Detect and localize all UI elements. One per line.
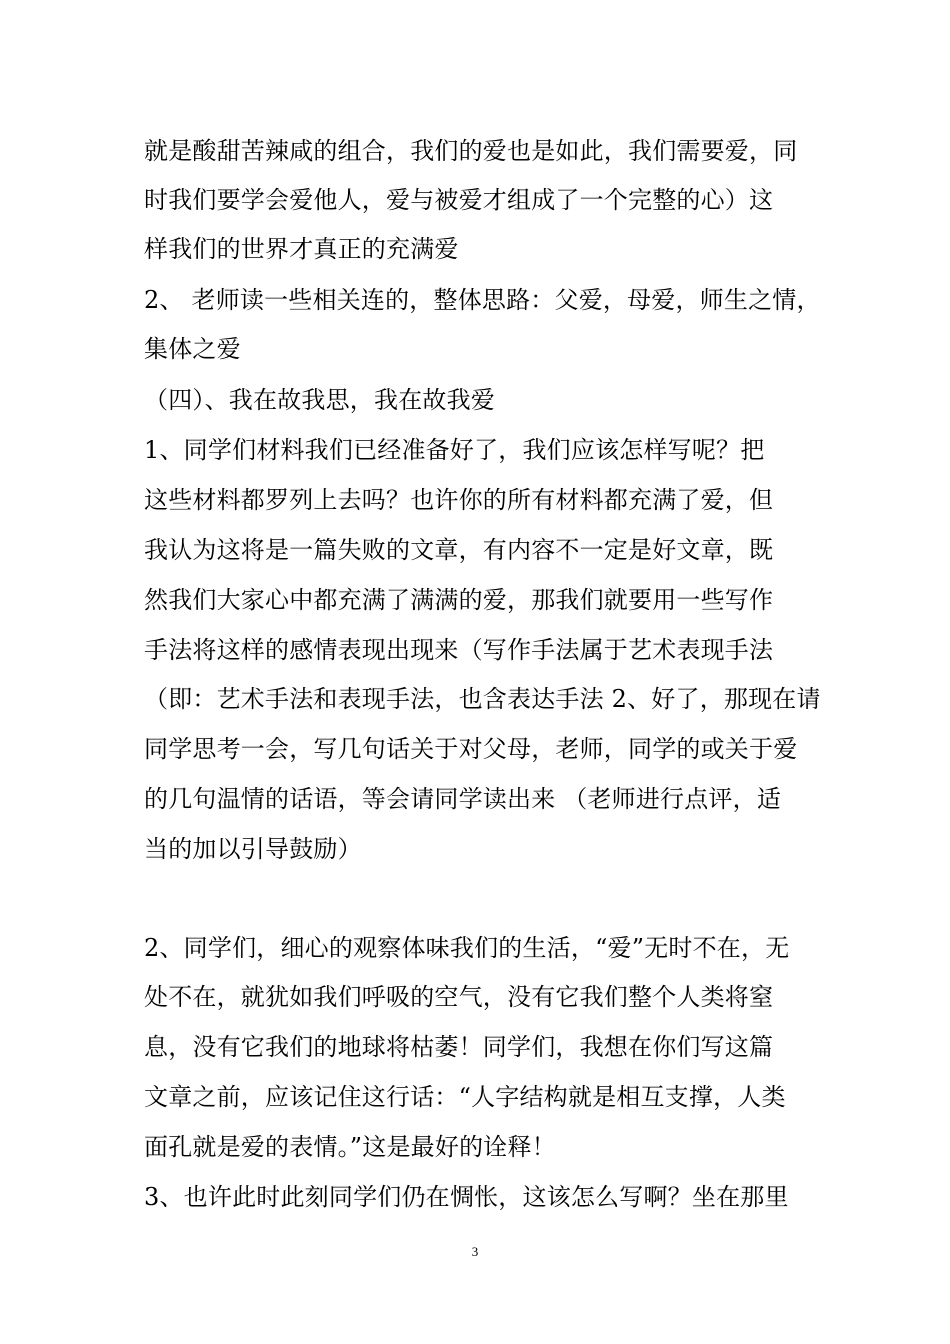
text-line: 就是酸甜苦辣咸的组合，我们的爱也是如此，我们需要爱，同 [144, 137, 798, 165]
text-line: 样我们的世界才真正的充满爱 [144, 235, 459, 263]
text-line: 时我们要学会爱他人，爱与被爱才组成了一个完整的心）这 [144, 186, 774, 214]
text-line: 文章之前，应该记住这行话：“人字结构就是相互支撑，人类 [144, 1083, 786, 1111]
text-line: 息，没有它我们的地球将枯萎！同学们，我想在你们写这篇 [144, 1033, 774, 1061]
text-line: 我认为这将是一篇失败的文章，有内容不一定是好文章，既 [144, 536, 774, 564]
text-line: 1、同学们材料我们已经准备好了，我们应该怎样写呢？把 [144, 436, 765, 464]
text-line: 同学思考一会，写几句话关于对父母，老师，同学的或关于爱 [144, 735, 798, 763]
text-line: 面孔就是爱的表情。”这是最好的诠释！ [144, 1133, 556, 1161]
text-line: 3、也许此时此刻同学们仍在惆怅，这该怎么写啊？坐在那里 [144, 1183, 789, 1211]
text-line: 2、 老师读一些相关连的，整体思路：父爱，母爱，师生之情， [144, 286, 821, 314]
page-number: 3 [471, 1244, 479, 1259]
section-heading: （四）、我在故我思，我在故我爱 [144, 386, 495, 414]
text-line: 当的加以引导鼓励） [144, 835, 362, 863]
text-line: 集体之爱 [144, 335, 241, 363]
text-line: 2、同学们，细心的观察体味我们的生活，“爱”无时不在，无 [144, 934, 790, 962]
text-line: 处不在，就犹如我们呼吸的空气，没有它我们整个人类将窒 [144, 983, 774, 1011]
text-line: 手法将这样的感情表现出现来（写作手法属于艺术表现手法 [144, 636, 774, 664]
text-line: 这些材料都罗列上去吗？也许你的所有材料都充满了爱，但 [144, 486, 774, 514]
text-line: 的几句温情的话语，等会请同学读出来 （老师进行点评，适 [144, 785, 782, 813]
text-line: （即：艺术手法和表现手法，也含表达手法 2、好了，那现在请 [144, 685, 821, 713]
text-line: 然我们大家心中都充满了满满的爱，那我们就要用一些写作 [144, 586, 774, 614]
